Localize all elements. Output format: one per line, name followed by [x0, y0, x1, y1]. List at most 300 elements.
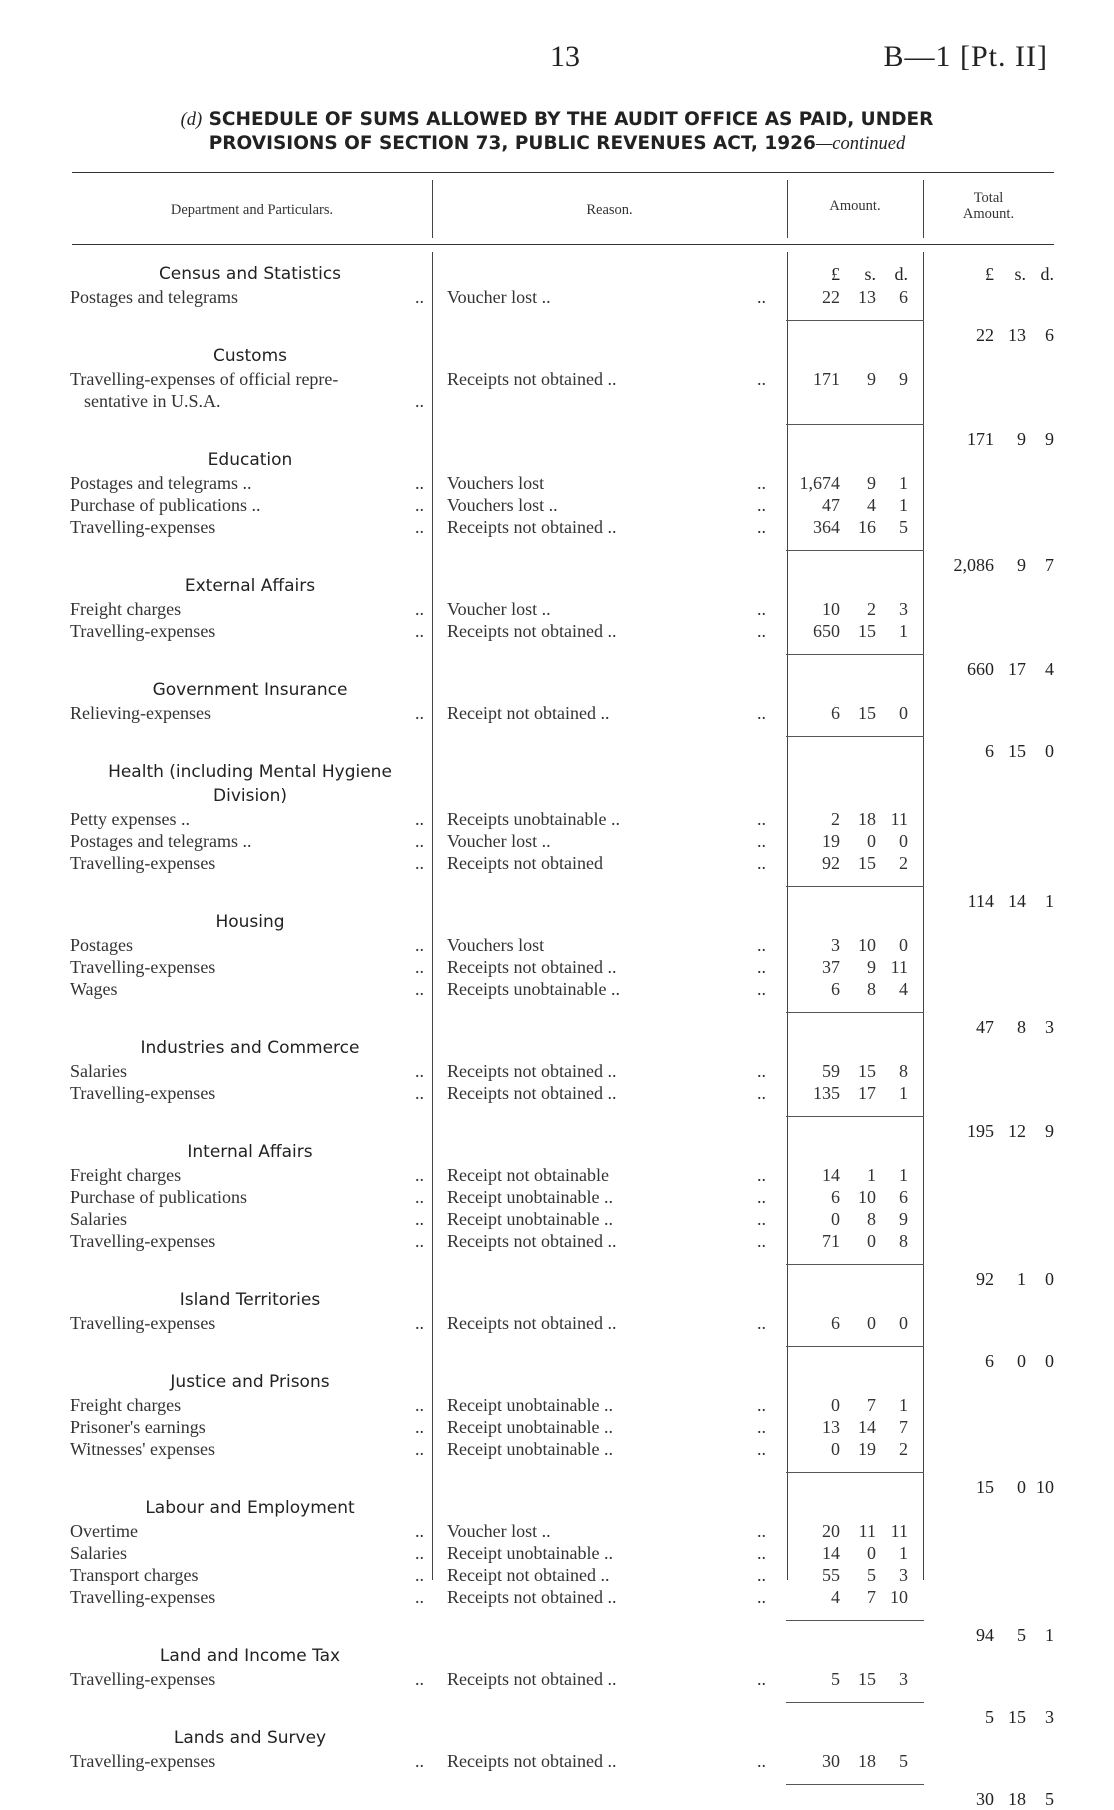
item-reason: Receipt not obtained ..	[447, 703, 610, 723]
amount-pounds: 6	[831, 1313, 840, 1333]
leader-dots: ..	[757, 1313, 766, 1333]
amount-shillings: 17	[858, 1083, 876, 1103]
total-pounds: 15	[976, 1477, 994, 1497]
item-amount	[786, 1060, 924, 1082]
item-particulars-text: Freight charges	[70, 1165, 182, 1185]
item-particulars-text: Travelling-expenses	[70, 853, 216, 873]
leader-dots: ..	[757, 1439, 766, 1459]
leader-dots: ..	[757, 517, 766, 537]
subtotal-rule	[786, 320, 924, 321]
leader-dots: ..	[415, 1751, 424, 1771]
item-particulars	[70, 1520, 422, 1542]
subtotal-rule	[786, 654, 924, 655]
total-pence: 0	[1045, 1351, 1054, 1371]
item-particulars	[70, 620, 422, 642]
item-particulars	[70, 978, 422, 1000]
department-total	[930, 1624, 1054, 1646]
total-shillings: 9	[1017, 429, 1026, 449]
amount-shillings: 8	[867, 979, 876, 999]
amount-pounds: 47	[822, 495, 840, 515]
item-particulars	[70, 1750, 422, 1772]
item-particulars	[70, 808, 422, 830]
item-particulars-text: Postages and telegrams ..	[70, 831, 252, 851]
department-total	[930, 658, 1054, 680]
amount-pence: 4	[899, 979, 908, 999]
amount-shillings: 15	[858, 621, 876, 641]
amount-pence: 11	[890, 957, 908, 977]
item-reason: Receipts unobtainable ..	[447, 809, 620, 829]
total-pence: 9	[1045, 1121, 1054, 1141]
total-pence: 1	[1045, 1625, 1054, 1645]
item-particulars-text: Purchase of publications	[70, 1187, 247, 1207]
amount-pounds: 6	[831, 1187, 840, 1207]
amount-pounds: 59	[822, 1061, 840, 1081]
amount-pounds: 71	[822, 1231, 840, 1251]
line-item	[0, 1438, 1114, 1460]
total-pounds: 171	[967, 429, 994, 449]
item-reason: Voucher lost ..	[447, 1521, 551, 1541]
item-particulars-text: Travelling-expenses	[70, 1751, 216, 1771]
item-particulars	[70, 1208, 422, 1230]
item-particulars-text: Postages and telegrams ..	[70, 473, 252, 493]
amount-shillings: 15	[858, 853, 876, 873]
total-pounds: 114	[967, 891, 994, 911]
leader-dots: ..	[757, 1565, 766, 1585]
amount-pence: 7	[899, 1417, 908, 1437]
item-amount	[786, 494, 924, 516]
total-shillings: 0	[1017, 1477, 1026, 1497]
department-section	[0, 1036, 1114, 1141]
leader-dots: ..	[415, 1187, 424, 1207]
schedule-title	[60, 108, 1054, 156]
total-shillings: 15	[1008, 741, 1026, 761]
item-amount	[786, 702, 924, 724]
item-reason: Receipts not obtained ..	[447, 369, 617, 389]
item-particulars-text: Witnesses' expenses	[70, 1439, 215, 1459]
line-item	[0, 494, 1114, 516]
header-bottom-rule	[72, 244, 1054, 245]
item-particulars	[70, 1082, 422, 1104]
department-section	[0, 1496, 1114, 1645]
line-item	[0, 1208, 1114, 1230]
total-pence: 1	[1045, 891, 1054, 911]
pounds-symbol: £	[831, 264, 840, 284]
item-amount	[786, 934, 924, 956]
department-section	[0, 1644, 1114, 1727]
amount-pounds: 19	[822, 831, 840, 851]
item-particulars	[70, 1312, 422, 1334]
total-shillings: 0	[1017, 1351, 1026, 1371]
leader-dots: ..	[757, 853, 766, 873]
line-item	[0, 934, 1114, 956]
amount-pounds: 364	[813, 517, 840, 537]
amount-pounds: 3	[831, 935, 840, 955]
item-particulars	[70, 830, 422, 852]
amount-pence: 1	[899, 495, 908, 515]
subtotal-rule	[786, 1472, 924, 1473]
item-particulars	[70, 494, 422, 516]
item-reason: Receipts not obtained ..	[447, 1231, 617, 1251]
item-amount	[786, 286, 924, 308]
item-particulars-text: Prisoner's earnings	[70, 1417, 206, 1437]
department-section	[0, 910, 1114, 1037]
department-total	[930, 1706, 1054, 1728]
item-amount	[786, 1586, 924, 1608]
item-reason: Receipt unobtainable ..	[447, 1187, 613, 1207]
amount-shillings: 19	[858, 1439, 876, 1459]
item-particulars	[70, 516, 422, 538]
title-line-2: PROVISIONS OF SECTION 73, PUBLIC REVENUES ACT, 1926	[208, 133, 816, 154]
total-shillings: 15	[1008, 1707, 1026, 1727]
leader-dots: ..	[415, 703, 424, 723]
amount-shillings: 7	[867, 1587, 876, 1607]
total-pence: 0	[1045, 1269, 1054, 1289]
item-amount	[786, 1438, 924, 1460]
item-amount	[786, 620, 924, 642]
item-particulars-text: Salaries	[70, 1061, 127, 1081]
leader-dots: ..	[415, 1231, 424, 1251]
item-amount	[786, 1208, 924, 1230]
item-amount	[786, 1542, 924, 1564]
amount-shillings: 10	[858, 1187, 876, 1207]
subtotal-rule	[786, 1620, 924, 1621]
item-particulars-text: Freight charges	[70, 599, 182, 619]
amount-pounds: 0	[831, 1439, 840, 1459]
total-pounds: 47	[976, 1017, 994, 1037]
amount-pounds: 14	[822, 1543, 840, 1563]
item-particulars-text: Transport charges	[70, 1565, 199, 1585]
amount-shillings: 7	[867, 1395, 876, 1415]
amount-pounds: 2	[831, 809, 840, 829]
amount-pounds: 171	[813, 369, 840, 389]
item-amount	[786, 368, 924, 390]
leader-dots: ..	[415, 517, 424, 537]
item-particulars	[70, 598, 422, 620]
subtotal-rule	[786, 736, 924, 737]
line-item	[0, 1394, 1114, 1416]
item-particulars-text: Salaries	[70, 1543, 127, 1563]
department-name: Customs	[213, 346, 287, 366]
item-particulars	[70, 852, 422, 874]
subtotal-rule	[786, 1346, 924, 1347]
total-pence: 9	[1045, 429, 1054, 449]
amount-pence: 1	[899, 1083, 908, 1103]
department-section	[0, 1370, 1114, 1497]
item-amount	[786, 978, 924, 1000]
amount-pence: 1	[899, 473, 908, 493]
item-particulars-text: Travelling-expenses	[70, 517, 216, 537]
amount-shillings: 8	[867, 1209, 876, 1229]
item-particulars	[70, 1416, 422, 1438]
amount-shillings: 9	[867, 473, 876, 493]
item-reason: Receipts not obtained ..	[447, 1587, 617, 1607]
column-header-amount: Amount.	[829, 198, 881, 214]
amount-shillings: 15	[858, 703, 876, 723]
department-section	[0, 678, 1114, 761]
total-pounds: 92	[976, 1269, 994, 1289]
amount-shillings: 18	[858, 1751, 876, 1771]
leader-dots: ..	[415, 979, 424, 999]
leader-dots: ..	[415, 1587, 424, 1607]
item-reason: Receipts not obtained ..	[447, 1669, 617, 1689]
amount-shillings: 11	[858, 1521, 876, 1541]
item-particulars	[70, 286, 422, 308]
department-total	[930, 428, 1054, 450]
leader-dots: ..	[757, 495, 766, 515]
leader-dots: ..	[415, 1521, 424, 1541]
amount-pence: 11	[890, 1521, 908, 1541]
leader-dots: ..	[757, 1165, 766, 1185]
item-amount	[786, 1164, 924, 1186]
department-section	[0, 1726, 1114, 1809]
line-item	[0, 1230, 1114, 1252]
item-particulars-text: Salaries	[70, 1209, 127, 1229]
item-particulars	[70, 1438, 422, 1460]
amount-shillings: 0	[867, 1313, 876, 1333]
line-item	[0, 702, 1114, 724]
page-number: 13	[550, 40, 580, 73]
item-particulars	[70, 1394, 422, 1416]
amount-shillings: 15	[858, 1669, 876, 1689]
item-particulars	[70, 934, 422, 956]
amount-pence: 0	[899, 831, 908, 851]
amount-pence: 8	[899, 1061, 908, 1081]
item-reason: Receipt not obtainable	[447, 1165, 609, 1185]
amount-pounds: 0	[831, 1395, 840, 1415]
leader-dots: ..	[415, 473, 424, 493]
total-pence: 3	[1045, 1707, 1054, 1727]
item-reason: Receipt unobtainable ..	[447, 1395, 613, 1415]
leader-dots: ..	[757, 1587, 766, 1607]
amount-pence: 3	[899, 1669, 908, 1689]
item-particulars-text: Freight charges	[70, 1395, 182, 1415]
department-section	[0, 574, 1114, 679]
leader-dots: ..	[757, 599, 766, 619]
amount-pence: 0	[899, 935, 908, 955]
amount-pounds: 55	[822, 1565, 840, 1585]
item-particulars	[70, 1586, 422, 1608]
amount-pence: 1	[899, 1395, 908, 1415]
line-item	[0, 1564, 1114, 1586]
total-pence: 6	[1045, 325, 1054, 345]
item-particulars-text: Purchase of publications ..	[70, 495, 261, 515]
line-item	[0, 1668, 1114, 1690]
item-amount	[786, 830, 924, 852]
amount-pounds: 14	[822, 1165, 840, 1185]
department-name: Land and Income Tax	[159, 1646, 341, 1666]
subtotal-rule	[786, 550, 924, 551]
total-pounds: 94	[976, 1625, 994, 1645]
item-reason: Receipts not obtained ..	[447, 1061, 617, 1081]
item-amount	[786, 1668, 924, 1690]
amount-pence: 0	[899, 703, 908, 723]
amount-pounds: 20	[822, 1521, 840, 1541]
line-item	[0, 368, 1114, 412]
amount-pounds: 92	[822, 853, 840, 873]
column-header-total	[923, 190, 1054, 222]
line-item	[0, 1312, 1114, 1334]
item-particulars	[70, 1186, 422, 1208]
item-particulars-text: Travelling-expenses	[70, 1231, 216, 1251]
department-name: Internal Affairs	[187, 1142, 313, 1162]
item-reason: Voucher lost ..	[447, 831, 551, 851]
department-name: Industries and Commerce	[140, 1038, 360, 1058]
amount-pence: 10	[890, 1587, 908, 1607]
total-pounds: 22	[976, 325, 994, 345]
leader-dots: ..	[415, 621, 424, 641]
item-reason: Receipts not obtained ..	[447, 1083, 617, 1103]
item-particulars-text: Travelling-expenses	[70, 1669, 216, 1689]
item-reason: Receipt unobtainable ..	[447, 1209, 613, 1229]
item-amount	[786, 1750, 924, 1772]
total-pence: 3	[1045, 1017, 1054, 1037]
amount-shillings: 0	[867, 831, 876, 851]
item-amount	[786, 472, 924, 494]
total-pounds: 30	[976, 1789, 994, 1809]
item-particulars	[70, 1060, 422, 1082]
item-reason: Receipt unobtainable ..	[447, 1417, 613, 1437]
amount-pence: 0	[899, 1313, 908, 1333]
item-amount	[786, 1082, 924, 1104]
amount-shillings: 15	[858, 1061, 876, 1081]
item-amount	[786, 1416, 924, 1438]
total-shillings: 18	[1008, 1789, 1026, 1809]
total-shillings: 8	[1017, 1017, 1026, 1037]
total-pounds: 660	[967, 659, 994, 679]
leader-dots: ..	[415, 1417, 424, 1437]
amount-pounds: 6	[831, 703, 840, 723]
pounds-symbol: £	[985, 264, 994, 284]
line-item	[0, 808, 1114, 830]
line-item	[0, 1060, 1114, 1082]
leader-dots: ..	[415, 1313, 424, 1333]
title-prefix: (d)	[180, 110, 203, 130]
line-item	[0, 1586, 1114, 1608]
item-particulars-text: Overtime	[70, 1521, 138, 1541]
amount-pence: 5	[899, 517, 908, 537]
department-total	[930, 1268, 1054, 1290]
total-pence: 4	[1045, 659, 1054, 679]
item-amount	[786, 1564, 924, 1586]
department-total	[930, 1120, 1054, 1142]
leader-dots: ..	[757, 957, 766, 977]
column-header-total-line-2: Amount.	[962, 206, 1015, 222]
department-section	[0, 344, 1114, 449]
item-particulars-text: Wages	[70, 979, 118, 999]
leader-dots: ..	[757, 831, 766, 851]
department-name: Education	[207, 450, 293, 470]
item-amount	[786, 852, 924, 874]
amount-shillings: 0	[867, 1543, 876, 1563]
total-shillings: 14	[1008, 891, 1026, 911]
leader-dots: ..	[757, 935, 766, 955]
department-name: Census and Statistics	[158, 264, 342, 284]
leader-dots: ..	[415, 1083, 424, 1103]
amount-shillings: 10	[858, 935, 876, 955]
item-particulars	[70, 1164, 422, 1186]
amount-pounds: 30	[822, 1751, 840, 1771]
header-top-rule	[72, 172, 1054, 173]
amount-pence: 9	[899, 369, 908, 389]
amount-shillings: 18	[858, 809, 876, 829]
item-amount	[786, 1394, 924, 1416]
amount-shillings: 14	[858, 1417, 876, 1437]
column-header-total-line-1: Total	[973, 190, 1004, 206]
subtotal-rule	[786, 1702, 924, 1703]
total-shillings: 12	[1008, 1121, 1026, 1141]
line-item	[0, 1416, 1114, 1438]
amount-pounds: 37	[822, 957, 840, 977]
title-continued: —continued	[815, 134, 906, 154]
department-total	[930, 554, 1054, 576]
item-particulars-text: Travelling-expenses	[70, 1587, 216, 1607]
leader-dots: ..	[415, 1669, 424, 1689]
item-reason: Receipt unobtainable ..	[447, 1543, 613, 1563]
amount-pence: 3	[899, 599, 908, 619]
item-amount	[786, 598, 924, 620]
line-item	[0, 472, 1114, 494]
item-particulars-text: Travelling-expenses	[70, 1083, 216, 1103]
leader-dots: ..	[757, 703, 766, 723]
item-reason: Voucher lost ..	[447, 599, 551, 619]
item-amount	[786, 956, 924, 978]
header-divider-total	[923, 180, 924, 238]
total-pounds: 6	[985, 1351, 994, 1371]
total-shillings: 1	[1017, 1269, 1026, 1289]
item-reason: Receipts unobtainable ..	[447, 979, 620, 999]
department-name: Justice and Prisons	[170, 1372, 330, 1392]
leader-dots: ..	[415, 1395, 424, 1415]
amount-pence: 9	[899, 1209, 908, 1229]
department-name: Labour and Employment	[145, 1498, 355, 1518]
leader-dots: ..	[415, 831, 424, 851]
amount-pounds: 13	[822, 1417, 840, 1437]
amount-shillings: 13	[858, 287, 876, 307]
amount-pence: 8	[899, 1231, 908, 1251]
leader-dots: ..	[757, 473, 766, 493]
document-reference: B—1 [Pt. II]	[883, 40, 1048, 73]
item-reason: Vouchers lost ..	[447, 495, 558, 515]
item-particulars	[70, 472, 422, 494]
item-amount	[786, 1186, 924, 1208]
pence-symbol: d.	[894, 264, 908, 284]
amount-pounds: 1,674	[799, 473, 840, 493]
total-shillings: 5	[1017, 1625, 1026, 1645]
department-name: External Affairs	[184, 576, 316, 596]
amount-pounds: 6	[831, 979, 840, 999]
total-pence: 10	[1036, 1477, 1054, 1497]
amount-pence: 2	[899, 853, 908, 873]
department-name: Health (including Mental Hygiene	[108, 762, 392, 782]
leader-dots: ..	[415, 809, 424, 829]
department-total	[930, 324, 1054, 346]
leader-dots: ..	[415, 1543, 424, 1563]
amount-pence: 6	[899, 1187, 908, 1207]
column-header-reason: Reason.	[586, 202, 633, 218]
line-item	[0, 956, 1114, 978]
amount-pounds: 4	[831, 1587, 840, 1607]
item-reason: Receipt not obtained ..	[447, 1565, 610, 1585]
department-total	[930, 1350, 1054, 1372]
leader-dots: ..	[757, 369, 766, 389]
leader-dots: ..	[757, 1521, 766, 1541]
leader-dots: ..	[757, 1209, 766, 1229]
total-pounds: 195	[967, 1121, 994, 1141]
item-particulars	[70, 1668, 422, 1690]
amount-shillings: 9	[867, 957, 876, 977]
leader-dots: ..	[415, 853, 424, 873]
item-reason: Receipts not obtained ..	[447, 621, 617, 641]
